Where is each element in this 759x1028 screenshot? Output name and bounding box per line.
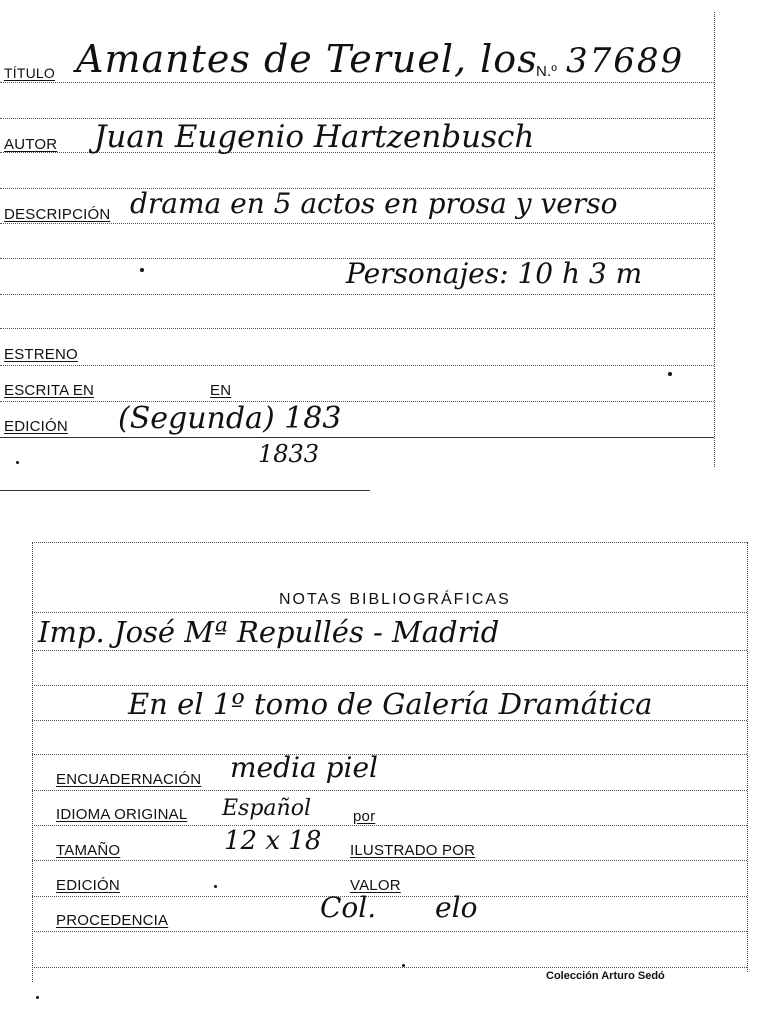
rule-line <box>0 82 714 83</box>
en-label: EN <box>210 382 232 399</box>
rule-line <box>0 294 714 295</box>
tamano-value: 12 x 18 <box>224 826 322 856</box>
idioma-value: Español <box>222 796 311 821</box>
idioma-label: IDIOMA ORIGINAL <box>56 806 188 823</box>
titulo-value: Amantes de Teruel, los <box>76 37 538 81</box>
numero-value: 37689 <box>566 41 685 81</box>
rule-line <box>32 931 747 932</box>
rule-line <box>0 223 714 224</box>
card-left-border <box>32 542 33 982</box>
rule-line <box>32 754 747 755</box>
por-label: por <box>353 808 376 825</box>
encuadernacion-label: ENCUADERNACIÓN <box>56 771 202 788</box>
ink-speck <box>16 461 19 464</box>
personajes-value: Personajes: 10 h 3 m <box>346 257 643 290</box>
ilustrado-label: ILUSTRADO POR <box>350 842 476 859</box>
rule-line <box>32 650 747 651</box>
autor-label: AUTOR <box>4 136 58 153</box>
titulo-label: TÍTULO <box>4 65 55 81</box>
descripcion-label: DESCRIPCIÓN <box>4 206 111 223</box>
autor-value: Juan Eugenio Hartzenbusch <box>94 119 535 155</box>
estreno-label: ESTRENO <box>4 346 78 363</box>
card-bottom-edge <box>0 490 370 491</box>
edicion-bottom-label: EDICIÓN <box>56 877 120 894</box>
ink-speck <box>402 964 405 967</box>
catalog-card-notes <box>28 538 751 1008</box>
ink-speck <box>36 996 39 999</box>
rule-line <box>0 365 714 366</box>
collection-footer: Colección Arturo Sedó <box>546 970 665 982</box>
catalog-card-main <box>0 0 720 490</box>
rule-line <box>32 790 747 791</box>
card-top-border <box>32 542 747 543</box>
rule-line <box>32 612 747 613</box>
procedencia-label: PROCEDENCIA <box>56 912 169 929</box>
rule-line <box>32 685 747 686</box>
escrita-en-label: ESCRITA EN <box>4 382 95 399</box>
card-right-border <box>747 542 748 972</box>
notes-line-1: Imp. José Mª Repullés - Madrid <box>38 615 500 649</box>
valor-label: VALOR <box>350 877 401 894</box>
rule-line <box>32 967 747 968</box>
tamano-label: TAMAÑO <box>56 842 121 859</box>
rule-line <box>0 437 714 438</box>
notas-heading: NOTAS BIBLIOGRÁFICAS <box>279 591 511 608</box>
notes-line-2: En el 1º tomo de Galería Dramática <box>128 687 653 721</box>
card-right-border <box>714 12 715 467</box>
procedencia-value: Col. elo <box>320 891 478 924</box>
descripcion-value: drama en 5 actos en prosa y verso <box>130 187 618 220</box>
edicion-value: (Segunda) 183 <box>118 401 342 436</box>
rule-line <box>32 825 747 826</box>
edicion-label: EDICIÓN <box>4 418 68 435</box>
rule-line <box>0 328 714 329</box>
encuadernacion-value: media piel <box>230 751 378 784</box>
ink-speck <box>668 372 672 376</box>
numero-label: N.º <box>536 63 558 80</box>
ink-speck <box>140 268 144 272</box>
rule-line <box>32 860 747 861</box>
ink-speck <box>214 885 217 888</box>
edicion-year: 1833 <box>258 440 320 468</box>
rule-line <box>0 401 714 402</box>
